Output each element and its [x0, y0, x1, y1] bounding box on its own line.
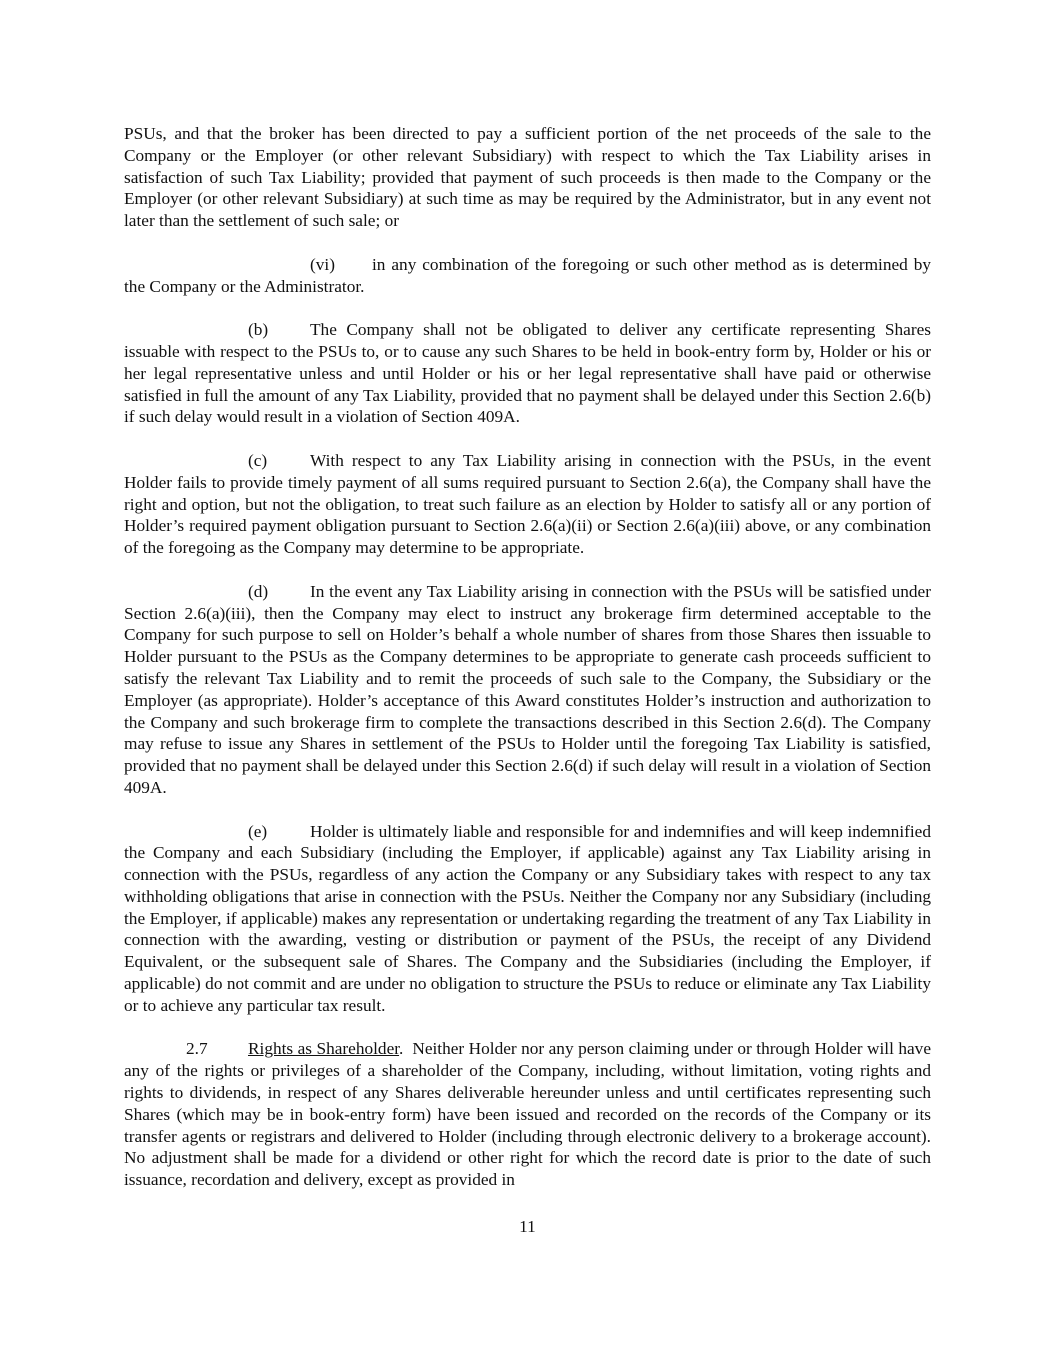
paragraph-marker: (d): [248, 581, 269, 601]
paragraph-text: in any combination of the foregoing or such other method as is determined by the Company or the Administrator.: [124, 254, 931, 296]
paragraph-b: [124, 319, 931, 428]
document-page: [124, 123, 940, 1191]
paragraph-text: The Company shall not be obligated to deliver any certificate representing Shares issuable with respect to the PSUs to, or to cause any such Shares to be held in book-entry form by, Holder or his or her legal representative unless and until Holder or his or her legal representative shall have paid or otherwise satisfied in full the amount of any Tax Liability, provided that no payment shall be delayed under this Section 2.6(b) if such delay would result in a violation of Section 409A.: [124, 320, 931, 427]
paragraph-e: [124, 821, 931, 1017]
paragraph-d: [124, 581, 931, 799]
paragraph-text: Holder is ultimately liable and responsible for and indemnifies and will keep indemnified the Company and each Subsidiary (including the Employer, if applicable) against any Tax Liability arising in connection with the PSUs, regardless of any action the Company or any Subsidiary takes with respect to any tax withholding obligations that arise in connection with the PSUs. Neither the Company nor any Subsidiary (including the Employer, if applicable) makes any representation or undertaking regarding the treatment of any Tax Liability in connection with the awarding, vesting or distribution or payment of the PSUs, the receipt of any Dividend Equivalent, or the subsequent sale of Shares. The Company and the Subsidiaries (including the Employer, if applicable) do not commit and are under no obligation to structure the PSUs to reduce or eliminate any Tax Liability or to achieve any particular tax result.: [124, 821, 931, 1015]
paragraph-text: PSUs, and that the broker has been directed to pay a sufficient portion of the net proceeds of the sale to the Company or the Employer (or other relevant Subsidiary) with respect to which the Tax Liability arises in satisfaction of such Tax Liability; provided that payment of such proceeds is then made to the Company or the Employer (or other relevant Subsidiary) at such time as may be required by the Administrator, but in any event not later than the settlement of such sale; or: [124, 124, 931, 231]
section-heading-suffix: .: [399, 1039, 404, 1059]
section-heading: Rights as Shareholder: [248, 1039, 400, 1059]
paragraph-marker: (b): [248, 320, 269, 340]
paragraph-c: [124, 450, 931, 559]
page-number: 11: [519, 1217, 536, 1236]
paragraph-text: In the event any Tax Liability arising in connection with the PSUs will be satisfied under Section 2.6(a)(iii), then the Company may elect to instruct any brokerage firm determined acceptable to the Company for such purpose to sell on Holder’s behalf a whole number of shares from those Shares then issuable to Holder pursuant to the PSUs as the Company determines to be appropriate to generate cash proceeds sufficient to satisfy the relevant Tax Liability and to remit the proceeds of such sale to the Company, the Subsidiary or the Employer (as appropriate). Holder’s acceptance of this Award constitutes Holder’s instruction and authorization to the Company and such brokerage firm to complete the transactions described in this Section 2.6(d). The Company may refuse to issue any Shares in settlement of the PSUs to Holder until the foregoing Tax Liability is satisfied, provided that no payment shall be delayed under this Section 2.6(d) if such delay will result in a violation of Section 409A.: [124, 581, 931, 797]
section-number: 2.7: [186, 1039, 208, 1059]
paragraph-text: With respect to any Tax Liability arising in connection with the PSUs, in the event Holder fails to provide timely payment of all sums required pursuant to Section 2.6(a), the Company shall have the right and option, but not the obligation, to treat such failure as an election by Holder to satisfy all or any portion of Holder’s required payment obligation pursuant to Section 2.6(a)(ii) or Section 2.6(a)(iii) above, or any combination of the foregoing as the Company may determine to be appropriate.: [124, 450, 931, 558]
paragraph-marker: (vi): [310, 254, 335, 274]
paragraph-marker: (e): [248, 821, 268, 841]
paragraph-text: Neither Holder nor any person claiming under or through Holder will have any of the rights or privileges of a shareholder of the Company, including, without limitation, voting rights and rights to dividends, in respect of any Shares deliverable hereunder unless and until certificates representing such Shares (which may be in book-entry form) have been issued and recorded on the records of the Company or its transfer agents or registrars and delivered to Holder (including through electronic delivery to a brokerage account). No adjustment shall be made for a dividend or other right for which the record date is prior to the date of such issuance, recordation and delivery, except as provided in: [124, 1039, 940, 1190]
section-2-7: [124, 1038, 940, 1191]
paragraph-marker: (c): [248, 450, 268, 470]
paragraph-vi: [124, 254, 931, 298]
paragraph-continuation: [124, 123, 931, 232]
